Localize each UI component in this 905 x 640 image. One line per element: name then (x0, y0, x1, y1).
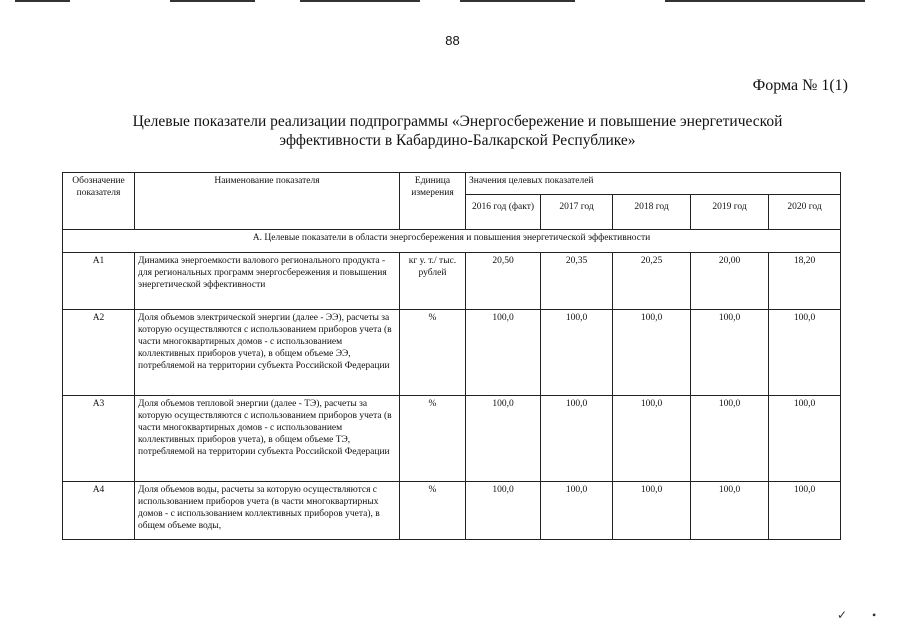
indicator-value: 100,0 (613, 482, 691, 540)
indicator-value: 20,50 (466, 253, 541, 310)
indicator-value: 100,0 (466, 396, 541, 482)
indicator-code: А4 (63, 482, 135, 540)
scan-line-3 (300, 0, 420, 2)
scan-line-4 (460, 0, 575, 2)
table-row (63, 482, 841, 540)
section-heading: А. Целевые показатели в области энергосбережения и повышения энергетической эффективности (63, 230, 841, 253)
indicator-value: 100,0 (691, 310, 769, 396)
indicator-value: 100,0 (691, 482, 769, 540)
indicator-value: 100,0 (466, 310, 541, 396)
header-code: Обозначение показателя (63, 173, 135, 230)
indicator-value: 100,0 (466, 482, 541, 540)
indicator-value: 100,0 (769, 310, 841, 396)
scan-line-5 (665, 0, 865, 2)
table-row (63, 396, 841, 482)
header-year: 2016 год (факт) (466, 195, 541, 230)
indicator-value: 20,25 (613, 253, 691, 310)
indicator-value: 100,0 (613, 310, 691, 396)
indicator-value: 100,0 (541, 482, 613, 540)
indicator-value: 20,00 (691, 253, 769, 310)
scan-line-1 (15, 0, 70, 2)
title-line-1: Целевые показатели реализации подпрограммы «Энергосбережение и повышение энергетической (132, 113, 783, 130)
indicator-value: 20,35 (541, 253, 613, 310)
header-year: 2019 год (691, 195, 769, 230)
scan-line-2 (170, 0, 255, 2)
indicator-value: 100,0 (541, 396, 613, 482)
table-row (63, 310, 841, 396)
header-unit: Единица измерения (400, 173, 466, 230)
header-year: 2020 год (769, 195, 841, 230)
indicator-name: Доля объемов электрической энергии (далее - ЭЭ), расчеты за которую осуществляются с использованием приборов учета (в части многоквартирных домов - с использованием коллективных приборов учета), в общем объеме ЭЭ, потребляемой на территории субъекта Российской Федерации (135, 310, 400, 396)
indicator-value: 100,0 (769, 396, 841, 482)
section-row (63, 230, 841, 253)
indicators-table (62, 172, 841, 540)
indicator-code: А1 (63, 253, 135, 310)
indicator-name: Динамика энергоемкости валового регионального продукта - для региональных программ энергосбережения и повышения энергетической эффективности (135, 253, 400, 310)
indicator-name: Доля объемов тепловой энергии (далее - ТЭ), расчеты за которую осуществляются с использованием приборов учета (в части многоквартирных домов - с использованием коллективных приборов учета), в общем объеме ТЭ, потребляемой на территории субъекта Российской Федерации (135, 396, 400, 482)
document-title (100, 112, 815, 150)
indicator-name: Доля объемов воды, расчеты за которую осуществляются с использованием приборов учета (в части многоквартирных домов - с использованием коллективных приборов учета), в общем объеме воды, (135, 482, 400, 540)
form-number: Форма № 1(1) (752, 77, 848, 94)
indicator-value: 100,0 (769, 482, 841, 540)
header-year: 2017 год (541, 195, 613, 230)
indicator-value: 100,0 (613, 396, 691, 482)
header-values: Значения целевых показателей (466, 173, 841, 195)
page-number: 88 (445, 33, 460, 48)
table-row (63, 253, 841, 310)
indicator-unit: % (400, 396, 466, 482)
scan-mark: ✓ (837, 608, 848, 622)
indicator-unit: % (400, 482, 466, 540)
indicator-value: 18,20 (769, 253, 841, 310)
header-name: Наименование показателя (135, 173, 400, 230)
title-line-2: эффективности в Кабардино-Балкарской Республике» (279, 132, 636, 149)
header-year: 2018 год (613, 195, 691, 230)
indicator-code: А3 (63, 396, 135, 482)
indicator-value: 100,0 (691, 396, 769, 482)
indicator-code: А2 (63, 310, 135, 396)
indicator-unit: % (400, 310, 466, 396)
indicator-unit: кг у. т./ тыс. рублей (400, 253, 466, 310)
header-row (63, 173, 841, 195)
indicator-value: 100,0 (541, 310, 613, 396)
scan-mark: • (872, 608, 877, 622)
